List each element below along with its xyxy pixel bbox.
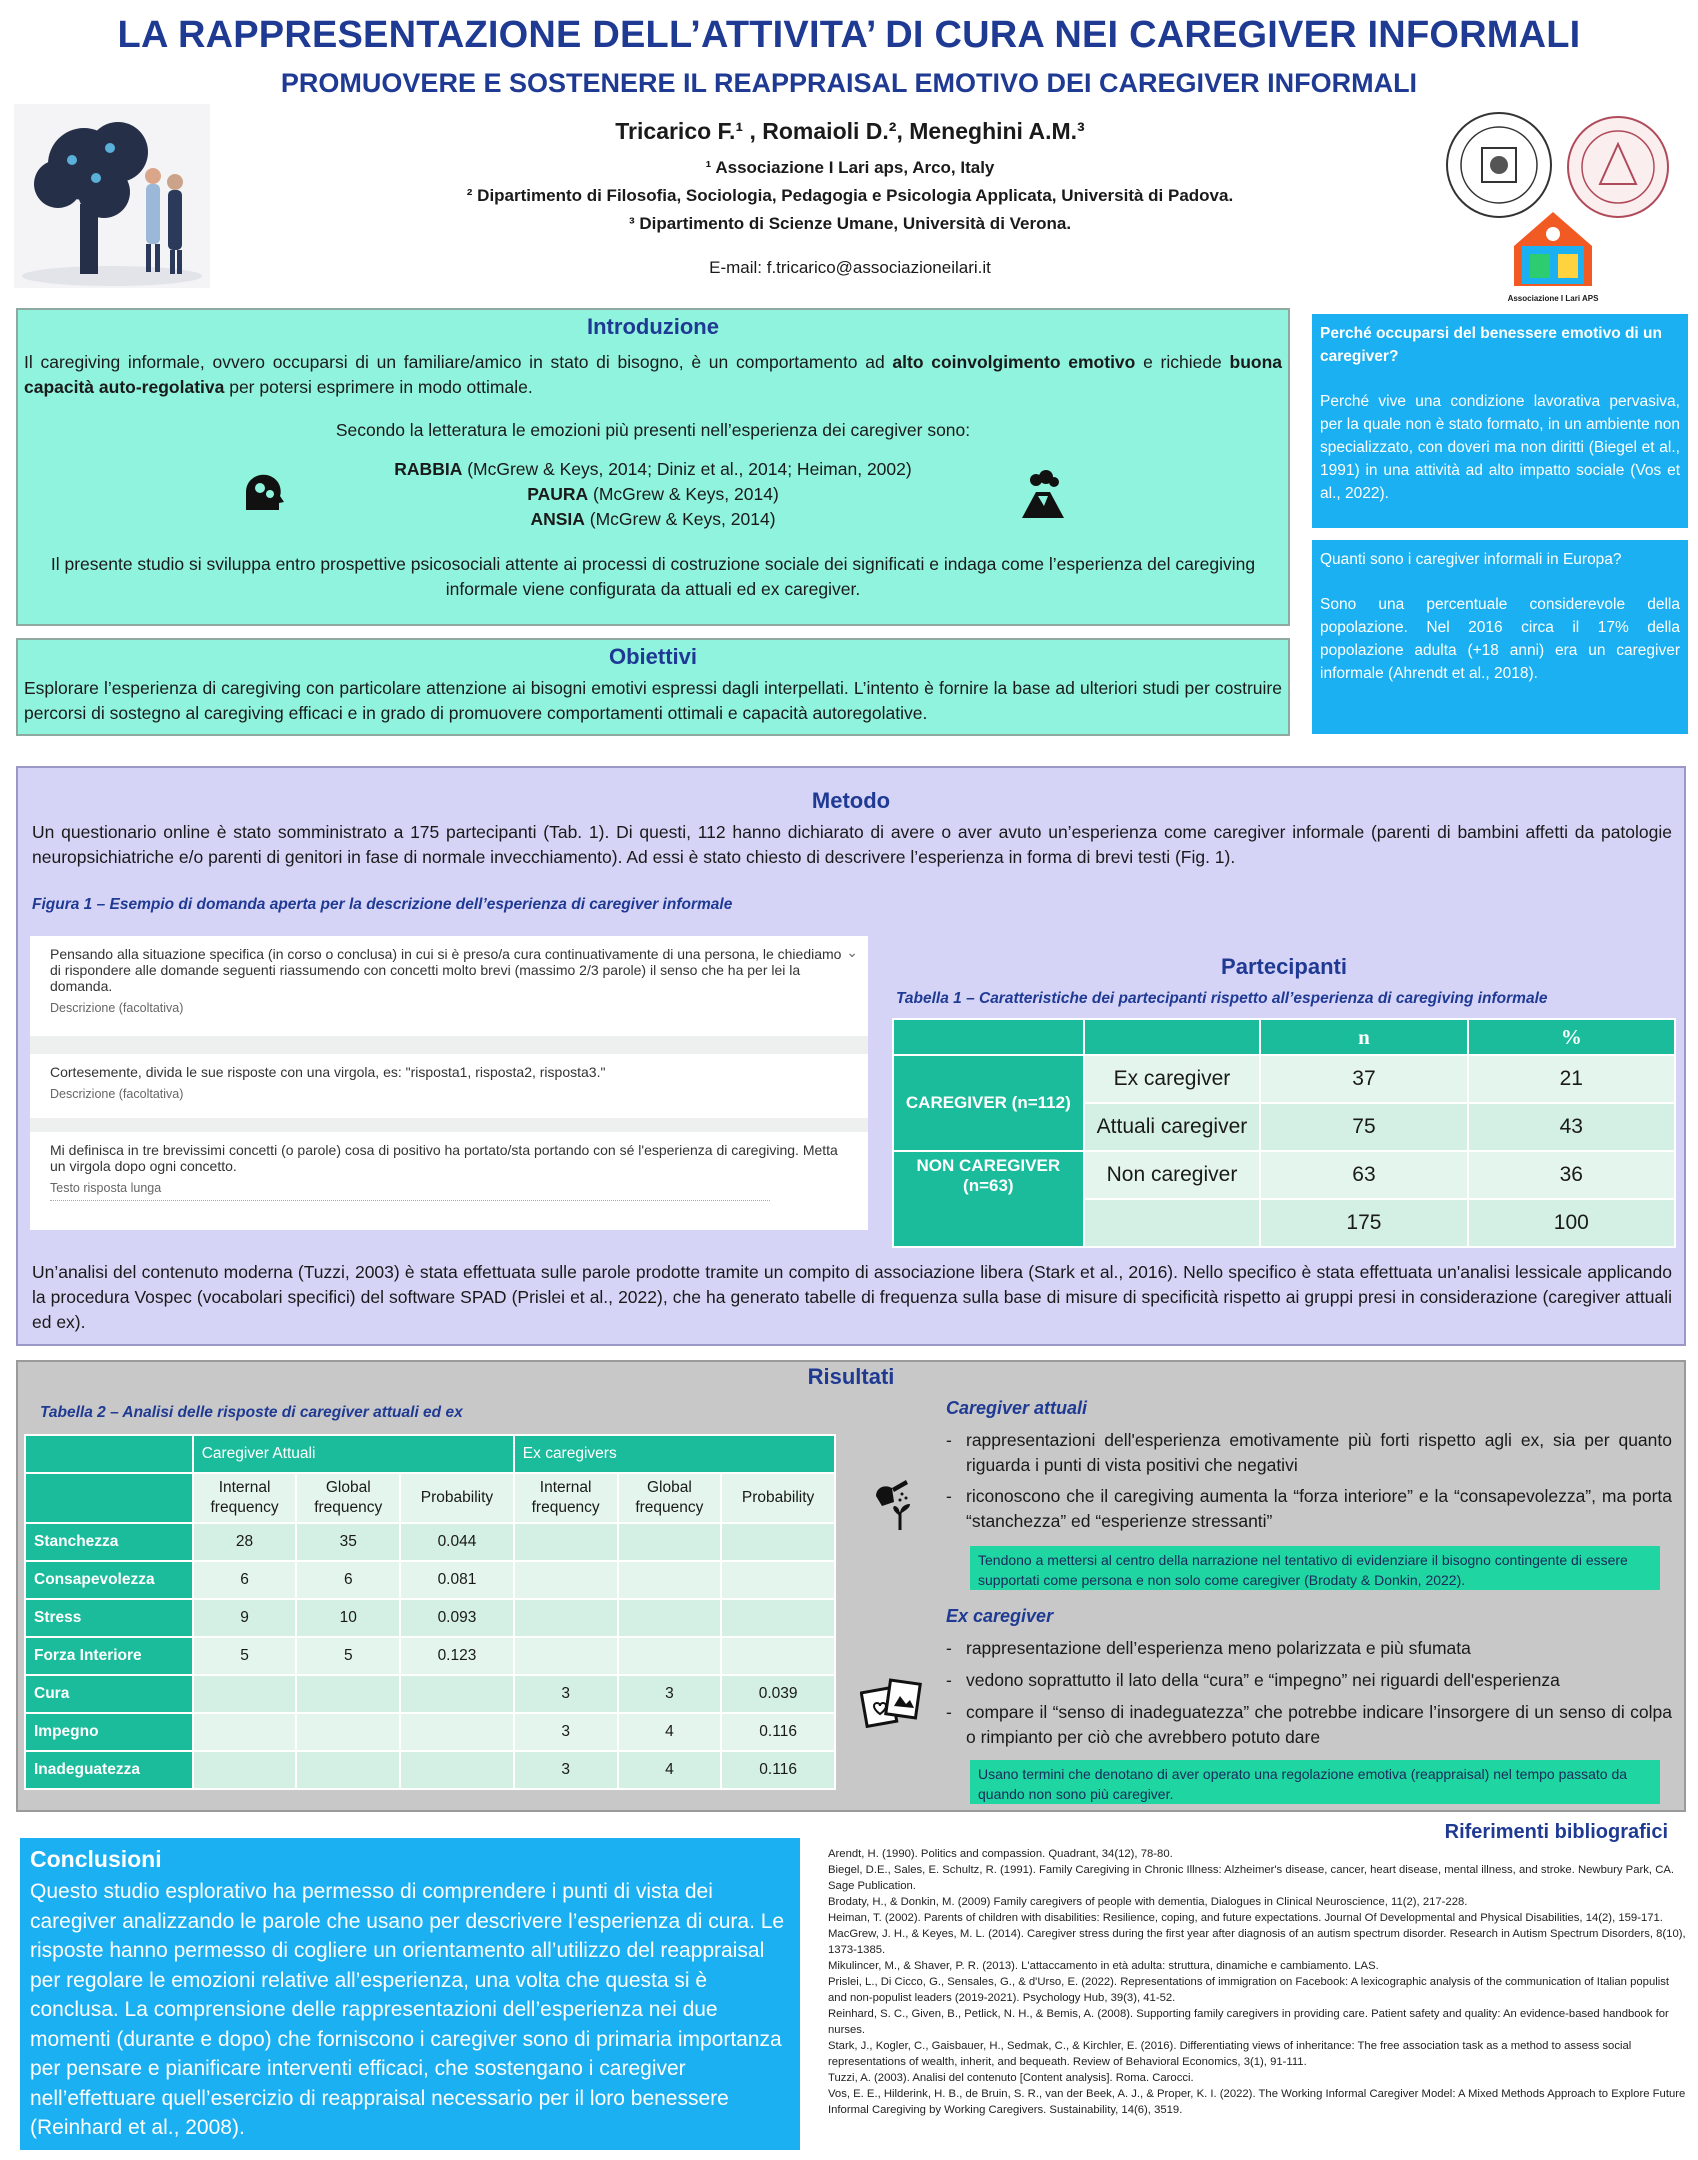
reference-item: Heiman, T. (2002). Parents of children with disabilities: Resilience, coping, and future expectations. Journal Of Developmental and Physical Disabilities, 14(2), 159-171. [828, 1912, 1663, 1924]
table-1-row-label: Attuali caregiver [1084, 1103, 1261, 1151]
obiettivi-text: Esplorare l’esperienza di caregiving con particolare attenzione ai bisogni emotivi espressi dagli interpellati. L’intento è fornire la base ad ulteriori studi per costruire percorsi di sostegno al caregiving efficaci e in grado di promuovere comportamenti ottimali e capacità autoregolative. [24, 678, 1282, 723]
table-row: Inadeguatezza 3 4 0.116 [25, 1751, 835, 1789]
table-2-analysis [24, 1434, 836, 1790]
table-2-group-ex: Ex caregivers [514, 1435, 835, 1473]
list-item: - rappresentazioni dell'esperienza emotivamente più forti rispetto agli ex, sia per quanto riguarda i punti di vista positivi che negativi [946, 1428, 1672, 1478]
table-2-header: Global frequency [618, 1473, 722, 1523]
obiettivi-title: Obiettivi [608, 644, 697, 669]
attuali-title: Caregiver attuali [946, 1398, 1088, 1418]
reference-item: Biegel, D.E., Sales, E. Schultz, R. (1991). Family Caregiving in Chronic Illness: Alzheimer's disease, cancer, heart disease, mental illness, and stroke. Newbury Park, CA. Sage Publication. [828, 1864, 1675, 1892]
contact-email: E-mail: f.tricarico@associazioneilari.it [709, 258, 991, 277]
table-1-row-label [1084, 1199, 1261, 1247]
conclusioni-text: Questo studio esplorativo ha permesso di comprendere i punti di vista dei caregiver analizzando le parole che usano per descrivere l’esperienza di cura. Le risposte hanno permesso di cogliere un orientamento all’utilizzo del reappraisal per regolare le emozioni relative all’esperienza, una volta che questa si è conclusa. La comprensione delle rappresentazioni dell’esperienza nei due momenti (durante e dopo) che forniscono i caregiver sono di primaria importanza per pensare e pianificare interventi efficaci, che sostengano i caregiver nell’effettuare quell’esercizio di reappraisal necessario per il loro benessere (Reinhard et al., 2008). [30, 1880, 785, 2139]
table-2-header: Global frequency [296, 1473, 400, 1523]
table-1-cell: 36 [1468, 1151, 1675, 1199]
list-item: - vedono soprattutto il lato della “cura” e “impegno” nei riguardi dell'esperienza [946, 1668, 1672, 1693]
table-row: Cura 3 3 0.039 [25, 1675, 835, 1713]
side-question-1: Perché occuparsi del benessere emotivo di un caregiver? [1320, 325, 1662, 365]
metodo-paragraph-1: Un questionario online è stato somministrato a 175 partecipanti (Tab. 1). Di questi, 112 hanno dichiarato di avere o aver avuto un’esperienza come caregiver informale (parenti di bambini affetti da patologie neuropsichiatriche e/o parenti di genitori in fase di normale invecchiamento). Ad essi è stato chiesto di descrivere l’esperienza in forma di brevi testi (Fig. 1). [32, 822, 1672, 867]
reference-item: Mikulincer, M., & Shaver, P. R. (2013). L'attaccamento in età adulta: struttura, dinamiche e cambiamento. LAS. [828, 1960, 1379, 1972]
volcano-icon [1020, 470, 1066, 520]
conclusioni-section [20, 1838, 800, 2150]
side-answer-2: Sono una percentuale considerevole della popolazione. Nel 2016 circa il 17% della popolazione adulta (+18 anni) era un caregiver informale (Ahrendt et al., 2018). [1320, 596, 1680, 682]
side-box-benessere [1312, 314, 1688, 528]
obiettivi-section [16, 638, 1290, 736]
conclusioni-title: Conclusioni [30, 1846, 162, 1872]
photo-frames-icon [860, 1676, 922, 1732]
emotion-rabbia: RABBIA (McGrew & Keys, 2014; Diniz et al., 2014; Heiman, 2002) [394, 459, 912, 479]
tree-head-illustration [14, 104, 210, 288]
reference-item: Vos, E. E., Hilderink, H. B., de Bruin, S. R., van der Beek, A. J., & Proper, K. I. (2022). The Working Informal Caregiver Model: A Mixed Methods Approach to Explore Future Informal Caregiving by Working Caregivers. Sustainability, 14(6), 3519. [828, 2088, 1686, 2116]
emotion-ansia: ANSIA (McGrew & Keys, 2014) [530, 509, 776, 529]
riferimenti-title: Riferimenti bibliografici [1444, 1821, 1668, 1843]
riferimenti-section [828, 1821, 1688, 2118]
metodo-paragraph-2: Un’analisi del contenuto moderna (Tuzzi, 2003) è stata effettuata sulle parole prodotte tramite un compito di associazione libera (Stark et al., 2016). Nello specifico è stata effettuata un'analisi lessicale applicando la procedura Vospec (vocabolari specifici) del software SPAD (Prislei et al., 2022), che ha generato tabelle di frequenza sulla base di misure di specificità rispetto ai gruppi presi in considerazione (caregiver attuali ed ex). [32, 1262, 1672, 1332]
table-row: Impegno 3 4 0.116 [25, 1713, 835, 1751]
table-2-header: Probability [400, 1473, 514, 1523]
ex-title: Ex caregiver [946, 1606, 1054, 1626]
table-1-cell-total-pct: 100 [1468, 1199, 1675, 1247]
authors: Tricarico F.¹ , Romaioli D.², Meneghini A.M.³ [615, 118, 1085, 144]
reference-item: Brodaty, H., & Donkin, M. (2009) Family caregivers of people with dementia, Dialogues in Clinical Neuroscience, 11(2), 217-228. [828, 1896, 1468, 1908]
poster-subtitle: PROMUOVERE E SOSTENERE IL REAPPRAISAL EMOTIVO DEI CAREGIVER INFORMALI [280, 68, 1418, 98]
affiliation-2: ² Dipartimento di Filosofia, Sociologia, Pedagogia e Psicologia Applicata, Università di Padova. [466, 186, 1234, 205]
reference-item: Prislei, L., Di Cicco, G., Sensales, G., & d'Urso, E. (2022). Representations of immigration on Facebook: A lexicographic analysis of the communication of Italian populist and non-populist leaders (2019-2021). Psychology Hub, 39(3), 41-52. [828, 1976, 1670, 2004]
reference-item: Arendt, H. (1990). Politics and compassion. Quadrant, 34(12), 78-80. [828, 1848, 1173, 1860]
side-box-europa [1312, 540, 1688, 734]
intro-paragraph-1: Il caregiving informale, ovvero occuparsi di un familiare/amico in stato di bisogno, è un comportamento ad alto coinvolgimento emotivo e richiede buona capacità auto-regolativa per potersi esprimere in modo ottimale. [24, 352, 1282, 397]
table-2-header: Probability [721, 1473, 835, 1523]
table-1-cell: 21 [1468, 1055, 1675, 1103]
table-1-header-pct: % [1468, 1019, 1675, 1055]
table-1-cell: 37 [1260, 1055, 1467, 1103]
table-1-group-caregiver: CAREGIVER (n=112) [893, 1055, 1084, 1151]
figure-1-form-example [30, 936, 868, 1230]
list-item: - rappresentazione dell’esperienza meno polarizzata e più sfumata [946, 1636, 1672, 1661]
reference-item: Stark, J., Kogler, C., Gaisbauer, H., Sedmak, C., & Kirchler, E. (2016). Differentiating views of inheritance: The free association task as a method to assess social representations of wealth, inherit, and bequeath. Review of Behavioral Economics, 3(1), 91-111. [828, 2040, 1632, 2068]
table-1-cell: 63 [1260, 1151, 1467, 1199]
table-row: Consapevolezza 6 6 0.081 [25, 1561, 835, 1599]
table-1-row-label: Non caregiver [1084, 1151, 1261, 1199]
table-1-cell: 75 [1260, 1103, 1467, 1151]
form-question-2: Cortesemente, divida le sue risposte con una virgola, es: "risposta1, risposta2, risposta3." Descrizione (facoltativa) [30, 1054, 868, 1118]
table-1-group-non-caregiver: NON CAREGIVER (n=63) [893, 1151, 1084, 1247]
affiliation-1: ¹ Associazione I Lari aps, Arco, Italy [705, 158, 995, 177]
table-2-header: Internal frequency [193, 1473, 297, 1523]
university-seal-verona-logo [1564, 114, 1672, 220]
list-item: - riconoscono che il caregiving aumenta la “forza interiore” e la “consapevolezza”, ma porta “stanchezza” ed “esperienze stressanti” [946, 1484, 1672, 1534]
table-row: Forza Interiore 5 5 0.123 [25, 1637, 835, 1675]
figure-1-caption: Figura 1 – Esempio di domanda aperta per la descrizione dell’esperienza di caregiver informale [32, 896, 733, 913]
metodo-title: Metodo [811, 788, 891, 813]
associazione-i-lari-logo [1508, 206, 1598, 298]
table-2-header: Internal frequency [514, 1473, 618, 1523]
table-1-caption: Tabella 1 – Caratteristiche dei partecipanti rispetto all’esperienza di caregiving informale [896, 990, 1548, 1007]
table-1-cell: 43 [1468, 1103, 1675, 1151]
logo-caption: Associazione I Lari APS [1507, 294, 1599, 303]
partecipanti-title: Partecipanti [1221, 954, 1347, 979]
emotions-list [24, 457, 1282, 532]
table-2-group-attuali: Caregiver Attuali [193, 1435, 514, 1473]
form-question-1: Pensando alla situazione specifica (in corso o conclusa) in cui si è preso/a cura continuativamente di una persona, le chiediamo di rispondere alle domande seguenti riassumendo con concetti molto brevi (massimo 2/3 parole) il senso che ha per lei la domanda. Descrizione (facoltativa) ⌄ [30, 936, 868, 1036]
poster-title: LA RAPPRESENTAZIONE DELL’ATTIVITA’ DI CURA NEI CAREGIVER INFORMALI [117, 14, 1581, 56]
emotion-paura: PAURA (McGrew & Keys, 2014) [527, 484, 779, 504]
ex-note: Usano termini che denotano di aver operato una regolazione emotiva (reappraisal) nel tempo passato da quando non sono più caregiver. [970, 1760, 1660, 1804]
table-1-header-n: n [1260, 1019, 1467, 1055]
intro-section [16, 308, 1290, 626]
affiliation-3: ³ Dipartimento di Scienze Umane, Università di Verona. [628, 214, 1072, 233]
angry-head-icon [240, 470, 286, 516]
ex-list [946, 1636, 1672, 1750]
intro-paragraph-3: Il presente studio si sviluppa entro prospettive psicosociali attente ai processi di costruzione sociale dei significati e indaga come l’esperienza del caregiving informale viene configurata da attuali ed ex caregiver. [50, 554, 1256, 599]
risultati-title: Risultati [807, 1364, 895, 1389]
table-1-participants [892, 1018, 1676, 1248]
table-1-cell-total-n: 175 [1260, 1199, 1467, 1247]
table-row: Stress 9 10 0.093 [25, 1599, 835, 1637]
form-question-3: Mi definisca in tre brevissimi concetti (o parole) cosa di positivo ha portato/sta portando con sé l'esperienza di caregiving. Metta un virgola dopo ogni concetto. Testo risposta lunga [30, 1132, 868, 1230]
list-item: - compare il “senso di inadeguatezza” che potrebbe indicare l’insorgere di un senso di colpa o rimpianto per ciò che avrebbero potuto dare [946, 1700, 1672, 1750]
reference-item: MacGrew, J. H., & Keyes, M. L. (2014). Caregiver stress during the first year after diagnosis of an autism spectrum disorder. Research in Autism Spectrum Disorders, 8(10), 1373-1385. [828, 1928, 1686, 1956]
university-seal-padova-logo [1444, 110, 1554, 220]
table-2-caption: Tabella 2 – Analisi delle risposte di caregiver attuali ed ex [40, 1404, 463, 1421]
attuali-list [946, 1428, 1672, 1534]
watering-can-icon [872, 1478, 920, 1532]
table-1-row-label: Ex caregiver [1084, 1055, 1261, 1103]
side-answer-1: Perché vive una condizione lavorativa pervasiva, per la quale non è stato formato, in un ambiente non specializzato, con doveri ma non diritti (Biegel et al., 1991) in una attività ad alto impatto sociale (Vos et al., 2022). [1320, 393, 1680, 502]
reference-item: Reinhard, S. C., Given, B., Petlick, N. H., & Bemis, A. (2008). Supporting family caregivers in providing care. Patient safety and quality: An evidence-based handbook for nurses. [828, 2008, 1669, 2036]
attuali-note: Tendono a mettersi al centro della narrazione nel tentativo di evidenziare il bisogno contingente di essere supportati come persona e non solo come caregiver (Brodaty & Donkin, 2022). [970, 1546, 1660, 1590]
table-row: Stanchezza 28 35 0.044 [25, 1523, 835, 1561]
intro-title: Introduzione [587, 314, 719, 339]
collapse-chevron-icon: ⌄ [846, 944, 858, 960]
side-question-2: Quanti sono i caregiver informali in Europa? [1320, 551, 1622, 568]
intro-paragraph-2: Secondo la letteratura le emozioni più presenti nell’esperienza dei caregiver sono: [335, 420, 971, 440]
reference-item: Tuzzi, A. (2003). Analisi del contenuto [Content analysis]. Roma. Carocci. [828, 2072, 1194, 2084]
